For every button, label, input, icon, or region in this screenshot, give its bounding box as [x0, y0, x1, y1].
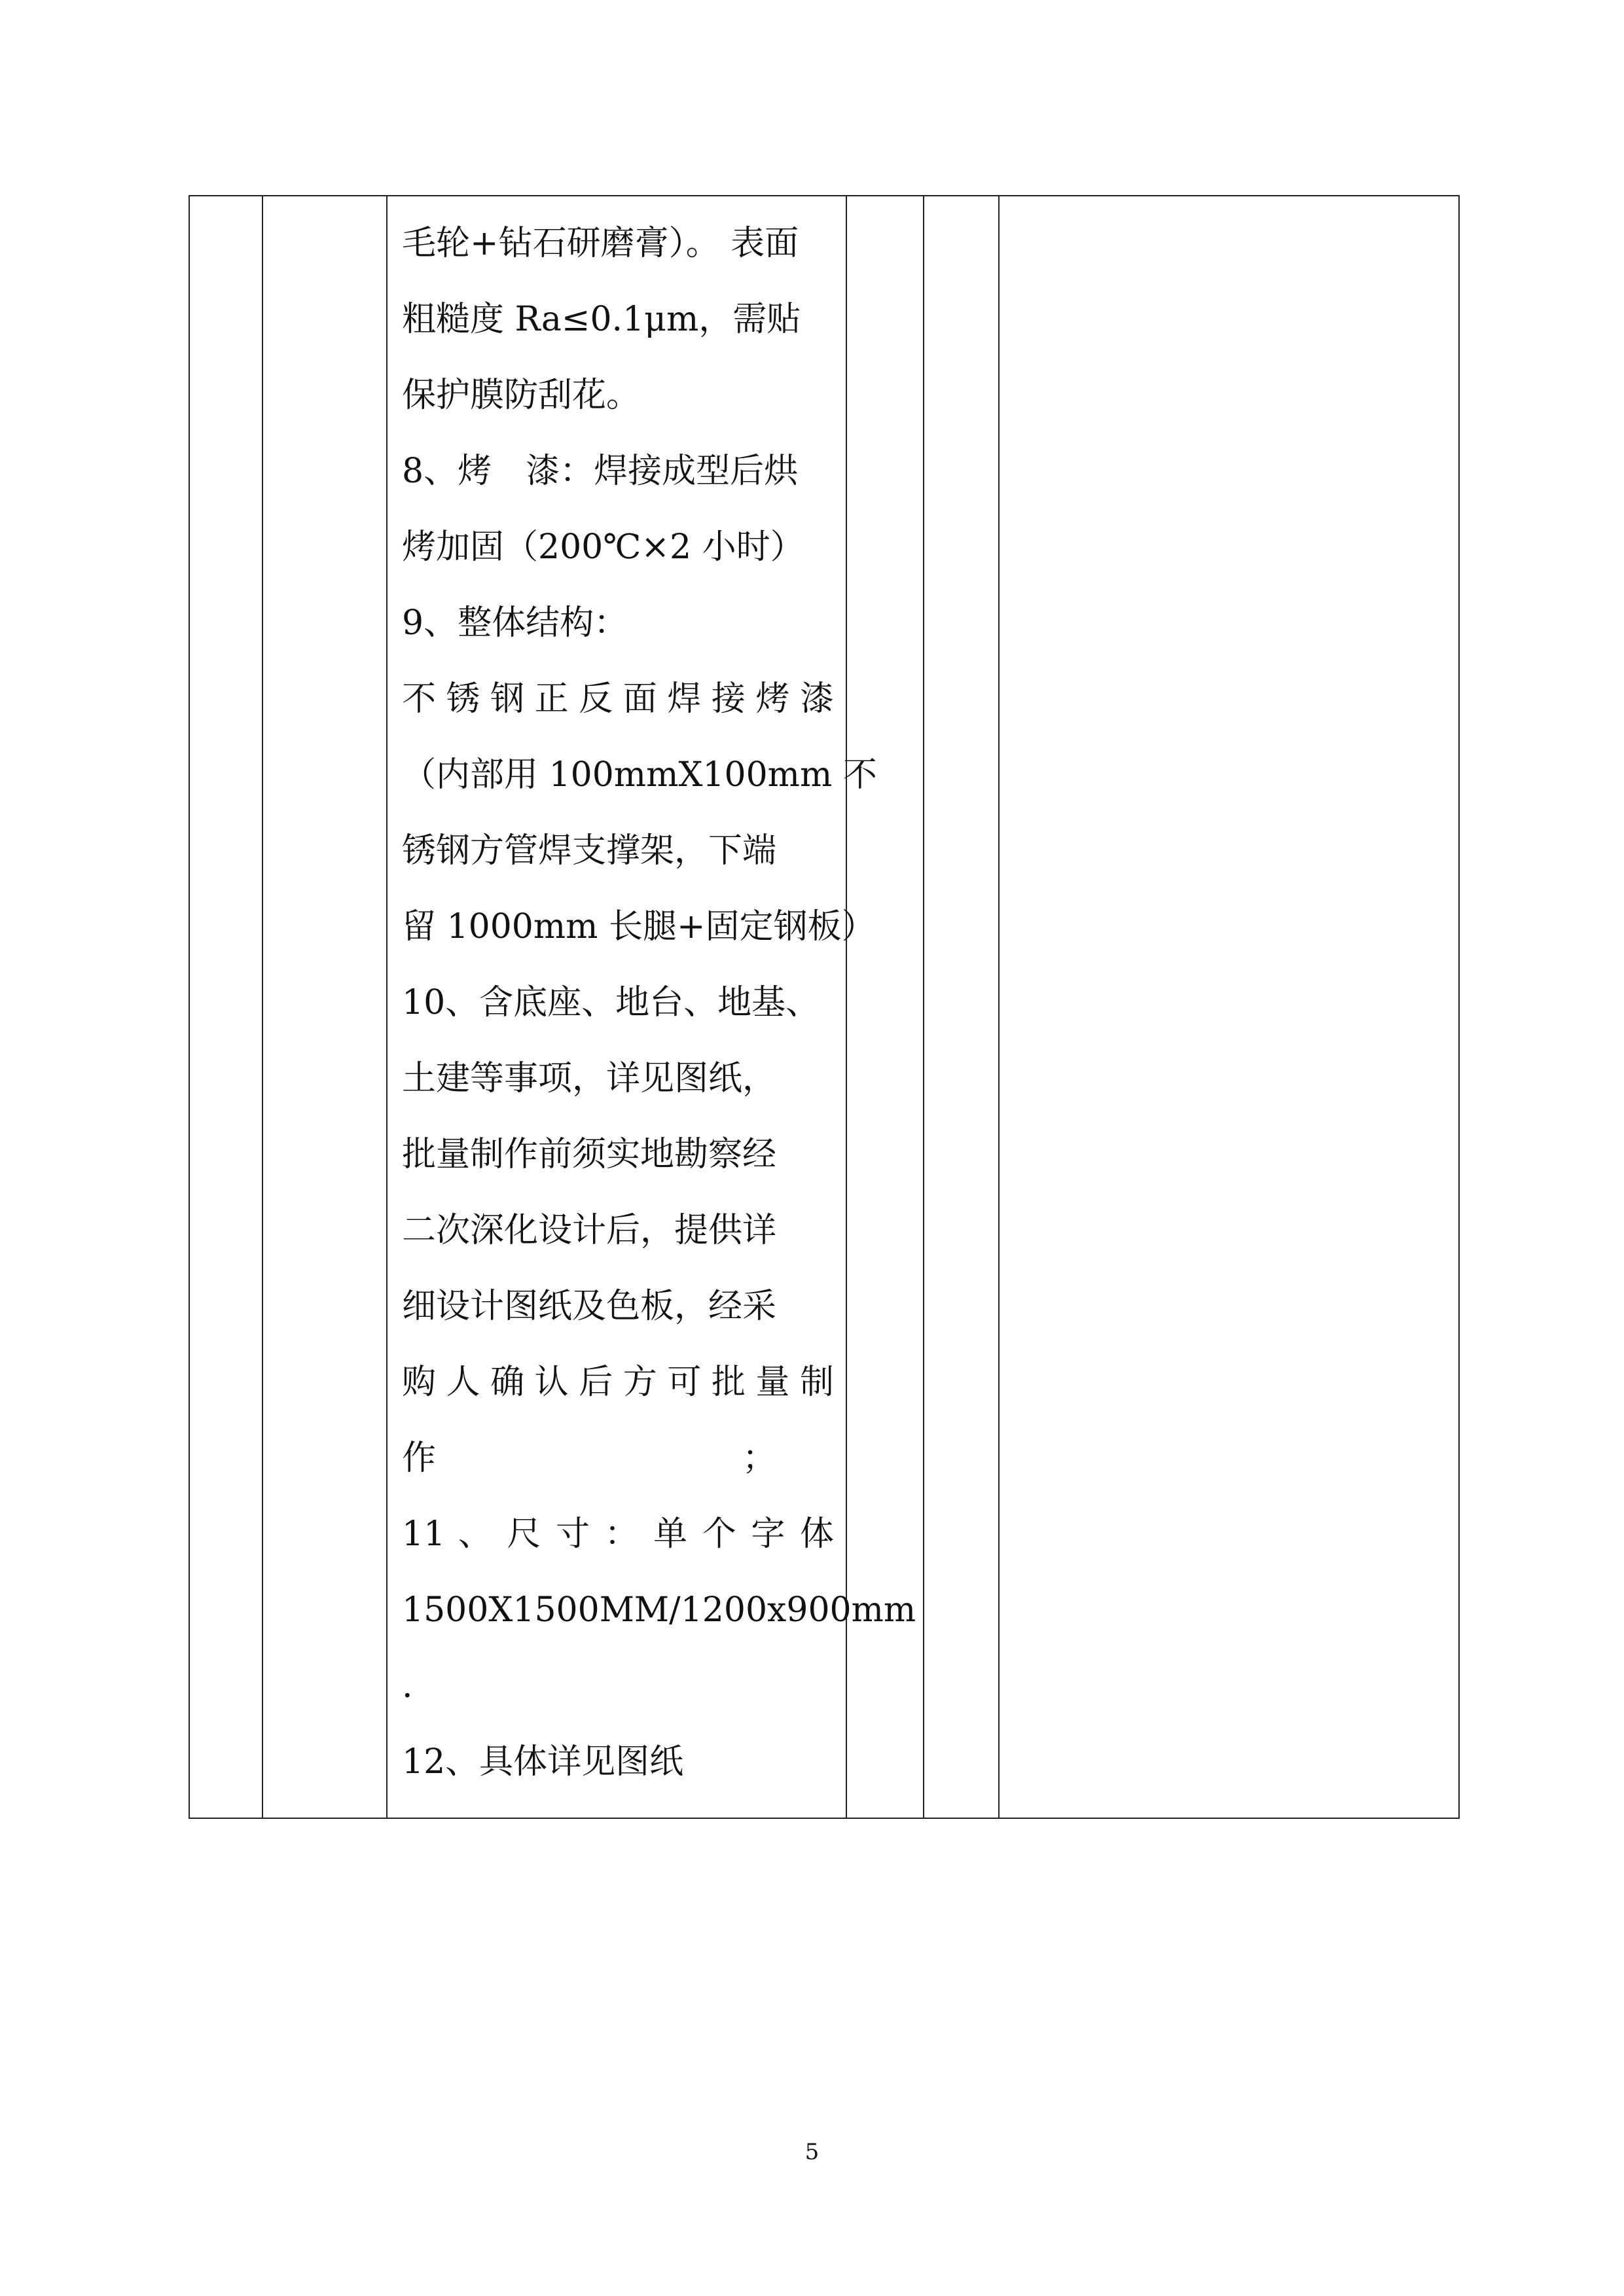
- description-line: 11 、 尺 寸 ： 单 个 字 体: [402, 1515, 834, 1554]
- description-line: （内部用 100mmX100mm 不: [402, 755, 877, 795]
- description-line: 12、具体详见图纸: [402, 1742, 684, 1782]
- description-line: 不锈钢正反面焊接烤漆: [402, 679, 834, 719]
- description-line: 留 1000mm 长腿+固定钢板）: [402, 907, 876, 946]
- description-line: 8、烤 漆：焊接成型后烘: [402, 452, 799, 491]
- description-cell: [387, 196, 916, 1818]
- spec-table: [189, 195, 1460, 1819]
- unit-cell: [846, 196, 924, 1818]
- table-row: [189, 196, 1459, 1818]
- page-number: 5: [804, 2139, 820, 2165]
- description-line: .: [402, 1666, 413, 1706]
- quantity-cell: [924, 196, 999, 1818]
- description-line: 二次深化设计后，提供详: [402, 1211, 777, 1250]
- description-line: 9、整体结构：: [402, 603, 628, 643]
- description-line: 锈钢方管焊支撑架，下端: [402, 831, 777, 870]
- remarks-cell: [999, 196, 1459, 1818]
- description-text: [402, 206, 916, 1800]
- index-cell: [189, 196, 262, 1818]
- description-line: 批量制作前须实地勘察经: [402, 1135, 777, 1174]
- description-line: 10、含底座、地台、地基、: [402, 983, 820, 1022]
- description-line: 粗糙度 Ra≤0.1μm，需贴: [402, 300, 801, 339]
- description-line: 毛轮+钻石研磨膏）。 表面: [402, 224, 799, 263]
- description-line: 作 ；: [402, 1439, 777, 1478]
- description-line: 购人确认后方可批量制: [402, 1363, 834, 1402]
- description-line: 土建等事项，详见图纸，: [402, 1059, 777, 1098]
- description-line: 1500X1500MM/1200x900mm: [402, 1590, 916, 1630]
- item-name-cell: [262, 196, 387, 1818]
- description-line: 保护膜防刮花。: [402, 376, 641, 415]
- description-line: 细设计图纸及色板，经采: [402, 1287, 777, 1326]
- description-line: 烤加固（200℃×2 小时）: [402, 528, 804, 567]
